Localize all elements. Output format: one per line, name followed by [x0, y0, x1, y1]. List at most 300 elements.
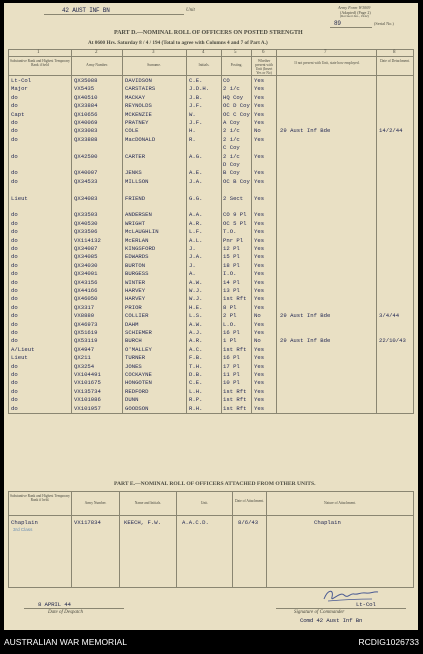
cell-post: 1 Pl — [223, 337, 237, 345]
cell-num: VX5435 — [74, 85, 95, 93]
cell-present: No — [254, 127, 261, 135]
e-row-nature: Chaplain — [314, 519, 341, 526]
cell-post: OC C Coy — [223, 110, 250, 118]
cell-present: Yes — [254, 110, 265, 118]
table-row — [4, 346, 418, 354]
cell-post: Pnr Pl — [223, 236, 244, 244]
cell-present: Yes — [254, 228, 265, 236]
cell-present: Yes — [254, 194, 265, 202]
col-num-8: 8 — [393, 50, 396, 55]
table-row — [4, 186, 418, 194]
table-row — [4, 388, 418, 396]
cell-init: D.B. — [189, 371, 203, 378]
part-d-subtitle: At 0600 Hrs. Saturday 8 / 4 / 194 (Total to agree with Columns 4 and 7 of Part A.) — [88, 40, 268, 46]
cell-rank: do — [11, 236, 18, 244]
cell-name: MACKAY — [125, 93, 146, 101]
cell-num: QX211 — [74, 354, 91, 362]
cell-num: QX42500 — [74, 152, 98, 160]
col-num-5: 5 — [234, 50, 237, 55]
table-row — [4, 396, 418, 404]
table-row — [4, 144, 418, 152]
table-row — [4, 295, 418, 303]
cell-present: Yes — [254, 278, 265, 286]
e-col-header-nature: Nature of Attachment. — [323, 501, 357, 505]
cell-name: WRIGHT — [125, 219, 146, 227]
cell-num: QX46973 — [74, 320, 98, 328]
cell-rank: do — [11, 387, 18, 395]
cell-present: Yes — [254, 236, 265, 244]
cell-name: HONGOTEN — [125, 379, 152, 387]
cell-present: Yes — [254, 396, 265, 404]
table-row — [4, 371, 418, 379]
form-adapted: (Adapted) (Page 2) — [340, 10, 371, 15]
cell-name: JENKS — [125, 169, 142, 177]
cell-post: 1st Rft — [223, 295, 247, 303]
cell-init: W. — [189, 110, 196, 118]
table-row — [4, 77, 418, 85]
cell-init: H. — [189, 127, 196, 135]
cell-post: OC D Coy — [223, 102, 250, 110]
table-row — [4, 111, 418, 119]
cell-init: L.H. — [189, 387, 203, 395]
cell-num: QX51619 — [74, 329, 98, 336]
cell-init: R. — [189, 135, 196, 143]
col-header-initials: Initials. — [198, 63, 210, 67]
e-row-name: KEECH, F.W. — [124, 519, 161, 526]
cell-name: COLLIER — [125, 312, 149, 320]
despatch-label: Date of Despatch — [48, 610, 83, 615]
cell-name: McLAUGHLIN — [125, 228, 159, 236]
cell-num: QX33884 — [74, 102, 98, 110]
cell-name: COCKAYNE — [125, 371, 152, 378]
col-header-present: Whether present with Unit (Insert Yes or No) — [255, 59, 273, 75]
cell-date: 22/10/43 — [379, 337, 406, 345]
cell-init: A.W. — [189, 320, 203, 328]
cell-present: Yes — [254, 295, 265, 303]
cell-name: HARVEY — [125, 295, 146, 303]
unit-name: 42 AUST INF BN — [62, 7, 110, 14]
cell-rank: Capt — [11, 110, 25, 118]
e-row-rank: Chaplain — [11, 519, 38, 526]
cell-rank: do — [11, 337, 18, 345]
cell-present: Yes — [254, 387, 265, 395]
cell-post: CO 9 Pl — [223, 211, 247, 219]
cell-name: KINGSFORD — [125, 245, 156, 252]
cell-init: C.E. — [189, 77, 203, 84]
cell-name: REYNOLDS — [125, 102, 152, 110]
cell-name: DAHM — [125, 320, 139, 328]
cell-present: Yes — [254, 303, 265, 311]
cell-present: No — [254, 312, 261, 320]
cell-num: VX8880 — [74, 312, 95, 320]
cell-rank: do — [11, 245, 18, 252]
cell-present: Yes — [254, 245, 265, 252]
cell-init: A.A. — [189, 211, 203, 219]
cell-employed: 29 Aust Inf Bde — [280, 337, 331, 345]
col-num-3: 3 — [152, 50, 155, 55]
col-num-7: 7 — [324, 50, 327, 55]
cell-init: A.L. — [189, 236, 203, 244]
cell-name: BURTON — [125, 261, 146, 269]
cell-init: A.W. — [189, 278, 203, 286]
e-col-header-army-number: Army Number. — [84, 501, 107, 505]
cell-rank: do — [11, 404, 18, 412]
cell-num: QX10656 — [74, 110, 98, 118]
col-num-2: 2 — [95, 50, 98, 55]
cell-init: J.B. — [189, 93, 203, 101]
cell-rank: do — [11, 295, 18, 303]
cell-init: J. — [189, 261, 196, 269]
serial-number: 89 — [334, 20, 341, 27]
cell-post: HQ Coy — [223, 93, 244, 101]
cell-init: A.G. — [189, 152, 203, 160]
cell-name: O'MALLEY — [125, 345, 152, 353]
cell-post: 2 i/c — [223, 135, 240, 143]
cell-num: VX101675 — [74, 379, 101, 387]
cell-present: Yes — [254, 93, 265, 101]
cell-name: HARVEY — [125, 287, 146, 294]
cell-present: Yes — [254, 362, 265, 370]
cell-init: J. — [189, 245, 196, 252]
cell-name: MCKENZIE — [125, 110, 152, 118]
table-row — [4, 329, 418, 337]
cell-name: PRIOR — [125, 303, 142, 311]
table-row — [4, 169, 418, 177]
cell-num: VX114132 — [74, 236, 101, 244]
table-row — [4, 127, 418, 135]
cell-name: MacDONALD — [125, 135, 156, 143]
cell-rank: do — [11, 127, 18, 135]
despatch-date: 8 APRIL 44 — [38, 601, 71, 608]
cell-num: QX34533 — [74, 177, 98, 185]
table-row — [4, 337, 418, 345]
cell-post: D Coy — [223, 161, 240, 168]
cell-init: A.E. — [189, 169, 203, 177]
cell-rank: do — [11, 152, 18, 160]
cell-rank: A/Lieut — [11, 345, 35, 353]
cell-post: 16 Pl — [223, 354, 240, 362]
cell-rank: do — [11, 119, 18, 126]
cell-present: Yes — [254, 211, 265, 219]
cell-num: QX35088 — [74, 77, 98, 84]
cell-rank: do — [11, 329, 18, 336]
table-row — [4, 270, 418, 278]
cell-post: 2 i/c — [223, 152, 240, 160]
table-row — [4, 220, 418, 228]
cell-employed: 29 Aust Inf Bde — [280, 127, 331, 135]
cell-init: H.E. — [189, 303, 203, 311]
cell-post: I.O. — [223, 270, 237, 278]
cell-num: VX101957 — [74, 404, 101, 412]
e-row-date: 8/6/43 — [238, 519, 259, 526]
col-header-surname: Surname. — [147, 63, 161, 67]
cell-present: Yes — [254, 219, 265, 227]
archive-id: RCDIG1026733 — [358, 637, 419, 647]
cell-rank: do — [11, 312, 18, 320]
cell-post: 12 Pl — [223, 245, 240, 252]
cell-init: R.P. — [189, 396, 203, 404]
cell-rank: do — [11, 228, 18, 236]
cell-post: 1st Rft — [223, 387, 247, 395]
cell-present: Yes — [254, 77, 265, 84]
cell-present: Yes — [254, 261, 265, 269]
col-header-rank: Substantive Rank and Highest Temporary Rank if held — [10, 59, 70, 67]
cell-rank: do — [11, 177, 18, 185]
col-header-posting: Posting. — [230, 63, 243, 67]
cell-name: CARSTAIRS — [125, 85, 156, 93]
cell-rank: do — [11, 320, 18, 328]
cell-present: Yes — [254, 379, 265, 387]
cell-rank: do — [11, 371, 18, 378]
cell-rank: do — [11, 287, 18, 294]
cell-rank: do — [11, 261, 18, 269]
cell-date: 3/4/44 — [379, 312, 400, 320]
part-d-title: PART D.—NOMINAL ROLL OF OFFICERS ON POSTED STRENGTH — [114, 30, 303, 36]
table-row — [4, 102, 418, 110]
cell-present: Yes — [254, 287, 265, 294]
cell-init: A.C. — [189, 345, 203, 353]
cell-post: 1st Rft — [223, 396, 247, 404]
table-row — [4, 237, 418, 245]
cell-present: Yes — [254, 135, 265, 143]
e-col-header-name: Name and Initials. — [134, 501, 162, 505]
cell-init: L.F. — [189, 228, 203, 236]
cell-num: QX40530 — [74, 219, 98, 227]
cell-name: GOODSON — [125, 404, 149, 412]
table-row — [4, 195, 418, 203]
cell-init: J.D.H. — [189, 85, 210, 93]
cell-num: QX33083 — [74, 127, 98, 135]
table-row — [4, 287, 418, 295]
cell-post: 13 Pl — [223, 287, 240, 294]
cell-init: A.J. — [189, 329, 203, 336]
cell-name: DAVIDSON — [125, 77, 152, 84]
cell-num: VX104491 — [74, 371, 101, 378]
cell-num: QX3254 — [74, 362, 95, 370]
cell-name: COLE — [125, 127, 139, 135]
cell-name: BURCH — [125, 337, 142, 345]
table-row — [4, 211, 418, 219]
col-header-army-number: Army Number. — [86, 63, 108, 67]
cell-num: QX33503 — [74, 211, 98, 219]
archive-caption-bar — [0, 630, 423, 654]
cell-init: A. — [189, 270, 196, 278]
signature-label: Signature of Commander — [294, 610, 345, 615]
cell-num: QX44166 — [74, 287, 98, 294]
cell-present: Yes — [254, 102, 265, 110]
cell-name: TURNER — [125, 354, 146, 362]
cell-num: QX34087 — [74, 245, 98, 252]
cell-present: Yes — [254, 253, 265, 261]
cell-num: QX34001 — [74, 270, 98, 278]
unit-label: Unit — [186, 8, 195, 13]
part-e-row — [4, 519, 418, 527]
cell-present: Yes — [254, 320, 265, 328]
cell-rank: do — [11, 379, 18, 387]
cell-num: QX34085 — [74, 253, 98, 261]
cell-name: ANDERSEN — [125, 211, 152, 219]
cell-present: Yes — [254, 329, 265, 336]
cell-init: R.H. — [189, 404, 203, 412]
cell-present: Yes — [254, 270, 265, 278]
cell-name: BURGESS — [125, 270, 149, 278]
table-row — [4, 262, 418, 270]
cell-rank: do — [11, 219, 18, 227]
cell-init: C.E. — [189, 379, 203, 387]
table-row — [4, 363, 418, 371]
cell-init: A.R. — [189, 337, 203, 345]
e-row-unit: A.A.C.D. — [182, 519, 209, 526]
table-row — [4, 321, 418, 329]
table-row — [4, 228, 418, 236]
e-row-army-number: VX117834 — [74, 519, 101, 526]
col-header-employed: If not present with Unit, state how employed. — [294, 61, 360, 65]
cell-name: EDWARDS — [125, 253, 149, 261]
cell-name: DUNN — [125, 396, 139, 404]
cell-init: T.H. — [189, 362, 203, 370]
cell-present: Yes — [254, 354, 265, 362]
cell-post: L.O. — [223, 320, 237, 328]
table-row — [4, 245, 418, 253]
cell-num: QX40069 — [74, 119, 98, 126]
cell-num: QX46050 — [74, 295, 98, 303]
cell-num: VX135734 — [74, 387, 101, 395]
cell-rank: do — [11, 270, 18, 278]
serial-label: (Serial No.) — [374, 21, 394, 26]
cell-init: W.J. — [189, 287, 203, 294]
cell-post: 10 Pl — [223, 379, 240, 387]
cell-present: Yes — [254, 152, 265, 160]
cell-post: 1st Rft — [223, 345, 247, 353]
cell-rank: do — [11, 253, 18, 261]
cell-num: QX53119 — [74, 337, 98, 345]
cell-rank: Major — [11, 85, 28, 93]
form-revised: (Revised Jan., 1942) — [340, 14, 369, 18]
commander-rank: Lt-Col — [356, 601, 376, 608]
cell-num: QX3317 — [74, 303, 95, 311]
cell-rank: do — [11, 135, 18, 143]
table-row — [4, 178, 418, 186]
table-row — [4, 153, 418, 161]
cell-num: VX101086 — [74, 396, 101, 404]
cell-num: QX33506 — [74, 228, 98, 236]
cell-post: 1st Rft — [223, 404, 247, 412]
cell-name: McERLAN — [125, 236, 149, 244]
cell-post: 17 Pl — [223, 362, 240, 370]
cell-post: 15 Pl — [223, 253, 240, 261]
cell-post: 2 i/c — [223, 127, 240, 135]
cell-num: QX34030 — [74, 261, 98, 269]
cell-rank: do — [11, 93, 18, 101]
e-col-header-rank: Substantive Rank and Highest Temporary Rank if held. — [10, 494, 70, 502]
cell-post: OC B Coy — [223, 177, 250, 185]
cell-name: MILLSON — [125, 177, 149, 185]
cell-rank: Lt-Col — [11, 77, 32, 84]
cell-post: B Coy — [223, 169, 240, 177]
cell-rank: do — [11, 211, 18, 219]
cell-present: Yes — [254, 371, 265, 378]
cell-name: CARTER — [125, 152, 146, 160]
cell-num: QX33888 — [74, 135, 98, 143]
table-row — [4, 119, 418, 127]
cell-name: WINTER — [125, 278, 146, 286]
cell-rank: Lieut — [11, 194, 28, 202]
cell-init: W.J. — [189, 295, 203, 303]
e-col-header-date: Date of Attachment. — [234, 499, 265, 503]
table-row — [4, 405, 418, 413]
cell-post: 8 Pl — [223, 303, 237, 311]
col-num-4: 4 — [202, 50, 205, 55]
cell-num: QX4947 — [74, 345, 95, 353]
cell-name: FRIEND — [125, 194, 146, 202]
table-row — [4, 203, 418, 211]
cell-post: 18 Pl — [223, 261, 240, 269]
form-number: Army Form W3009 — [338, 5, 371, 10]
table-row — [4, 253, 418, 261]
cell-init: G.G. — [189, 194, 203, 202]
cell-name: REDFORD — [125, 387, 149, 395]
cell-post: 2 Pl — [223, 312, 237, 320]
cell-post: A Coy — [223, 119, 240, 126]
cell-rank: do — [11, 362, 18, 370]
table-row — [4, 136, 418, 144]
cell-name: PRATNEY — [125, 119, 149, 126]
cell-rank: do — [11, 303, 18, 311]
cell-init: J.F. — [189, 119, 203, 126]
cell-init: J.A. — [189, 253, 203, 261]
cell-num: QX34083 — [74, 194, 98, 202]
col-header-date: Date of Detachment. — [380, 59, 410, 63]
cell-rank: do — [11, 102, 18, 110]
table-row — [4, 304, 418, 312]
cell-present: No — [254, 337, 261, 345]
cell-post: 2 Sect — [223, 194, 244, 202]
cell-name: SCHIEMER — [125, 329, 152, 336]
cell-rank: do — [11, 278, 18, 286]
cell-init: J.F. — [189, 102, 203, 110]
cell-num: QX43156 — [74, 278, 98, 286]
cell-num: QX40007 — [74, 169, 98, 177]
cell-present: Yes — [254, 177, 265, 185]
cell-present: Yes — [254, 345, 265, 353]
cell-employed: 29 Aust Inf Bde — [280, 312, 331, 320]
cell-name: JONES — [125, 362, 142, 370]
cell-post: 14 Pl — [223, 278, 240, 286]
cell-present: Yes — [254, 119, 265, 126]
cell-init: A.R. — [189, 219, 203, 227]
table-row — [4, 85, 418, 93]
form-page — [4, 3, 418, 630]
e-col-header-unit: Unit. — [200, 501, 209, 505]
cell-rank: do — [11, 396, 18, 404]
cell-present: Yes — [254, 169, 265, 177]
col-num-6: 6 — [262, 50, 265, 55]
part-e-title: PART E.—NOMINAL ROLL OF OFFICERS ATTACHED FROM OTHER UNITS. — [114, 481, 316, 487]
col-num-1: 1 — [37, 50, 40, 55]
table-row — [4, 379, 418, 387]
table-row — [4, 161, 418, 169]
table-row — [4, 312, 418, 320]
cell-post: 11 Pl — [223, 371, 240, 378]
cell-post: 2 i/c — [223, 85, 240, 93]
cell-rank: do — [11, 169, 18, 177]
cell-init: J.A. — [189, 177, 203, 185]
cell-present: Yes — [254, 85, 265, 93]
e-row-rank-note: 3rd Class — [13, 527, 33, 532]
cell-present: Yes — [254, 404, 265, 412]
cell-post: 16 Pl — [223, 329, 240, 336]
commander-title: Comd 42 Aust Inf Bn — [300, 617, 363, 624]
